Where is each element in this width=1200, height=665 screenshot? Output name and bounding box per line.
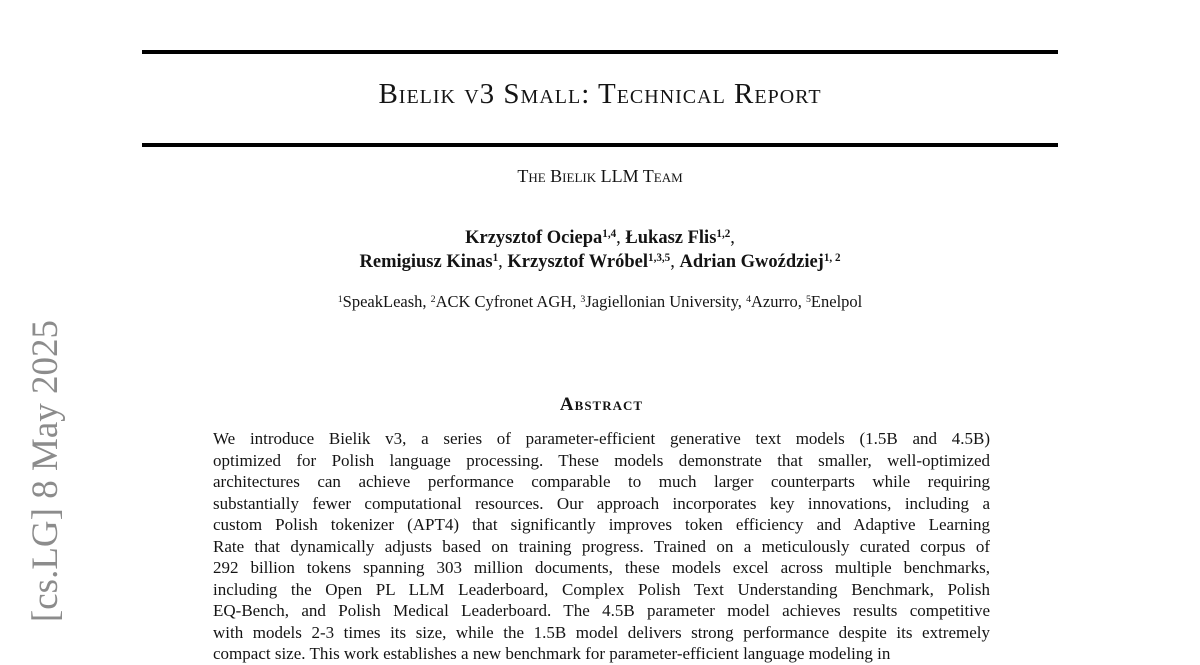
author-wrobel: Krzysztof Wróbel$^{1,3,5}$, <box>507 251 680 272</box>
abstract-line: substantially fewer computational resources. Our approach incorporates key innovations, including a <box>213 493 990 513</box>
title-rule-top <box>142 50 1058 54</box>
author-wrobel-affil-sup: 1,3,5 <box>648 251 671 264</box>
authors-line-2 <box>142 250 1058 274</box>
abstract-line: optimized for Polish language processing. These models demonstrate that smaller, well-optimized <box>213 450 990 470</box>
author-flis-affil-sup: 1,2 <box>716 227 731 240</box>
author-ociepa-affil-sup: 1,4 <box>602 227 617 240</box>
authors-line-1 <box>142 226 1058 250</box>
abstract-line: Rate that dynamically adjusts based on training progress. Trained on a meticulously curated corpus of <box>213 536 990 556</box>
paper-title: Bielik v3 Small: Technical Report <box>378 78 822 110</box>
abstract-line: custom Polish tokenizer (APT4) that significantly improves token efficiency and Adaptive Learning <box>213 515 990 534</box>
author-gwozdziej: Adrian Gwoździej$^{1, 2}$ <box>679 251 841 272</box>
affiliation-enelpol: $^5$Enelpol <box>805 292 863 311</box>
affiliation-jagiellonian: $^3$Jagiellonian University, <box>580 292 747 311</box>
affiliation-cyfronet: $^2$ACK Cyfronet AGH, <box>430 292 581 311</box>
author-gwozdziej-affil-sup: 1, 2 <box>823 251 841 264</box>
abstract-heading: Abstract <box>559 394 644 415</box>
affiliation-azurro: $^4$Azurro, <box>746 292 806 311</box>
title-rule-bottom <box>142 143 1058 147</box>
affiliations-line <box>142 292 1058 312</box>
affiliation-speakleash: $^1$SpeakLeash, <box>337 292 431 311</box>
abstract-line: EQ-Bench, and Polish Medical Leaderboard. The 4.5B parameter model achieves results competitive <box>213 601 990 620</box>
author-kinas: Remigiusz Kinas$^1$, <box>359 251 508 272</box>
abstract-line: including the Open PL LLM Leaderboard, Complex Polish Text Understanding Benchmark, Polish <box>213 579 990 599</box>
abstract-line-clipped: compact size. This work establishes a new benchmark for parameter-efficient language modeling in <box>213 644 891 663</box>
abstract-line: 292 billion tokens spanning 303 million documents, these models excel across multiple benchmarks, <box>213 558 990 577</box>
author-flis: Łukasz Flis$^{1,2}$, <box>625 227 735 248</box>
abstract-line: We introduce Bielik v3, a series of parameter-efficient generative text models (1.5B and 4.5B) <box>213 429 990 448</box>
team-name: The Bielik LLM Team <box>517 166 683 186</box>
author-kinas-affil-sup: 1 <box>492 251 499 264</box>
author-ociepa: Krzysztof Ociepa$^{1,4}$, <box>465 227 626 248</box>
abstract-line: architectures can achieve performance comparable to much larger counterparts while requiring <box>213 472 990 491</box>
abstract-paragraph <box>213 428 990 665</box>
arxiv-category-date-stamp: [cs.LG] 8 May 2025 <box>25 319 66 623</box>
abstract-line: with models 2-3 times its size, while the 1.5B model delivers strong performance despite its extremely <box>213 622 990 642</box>
